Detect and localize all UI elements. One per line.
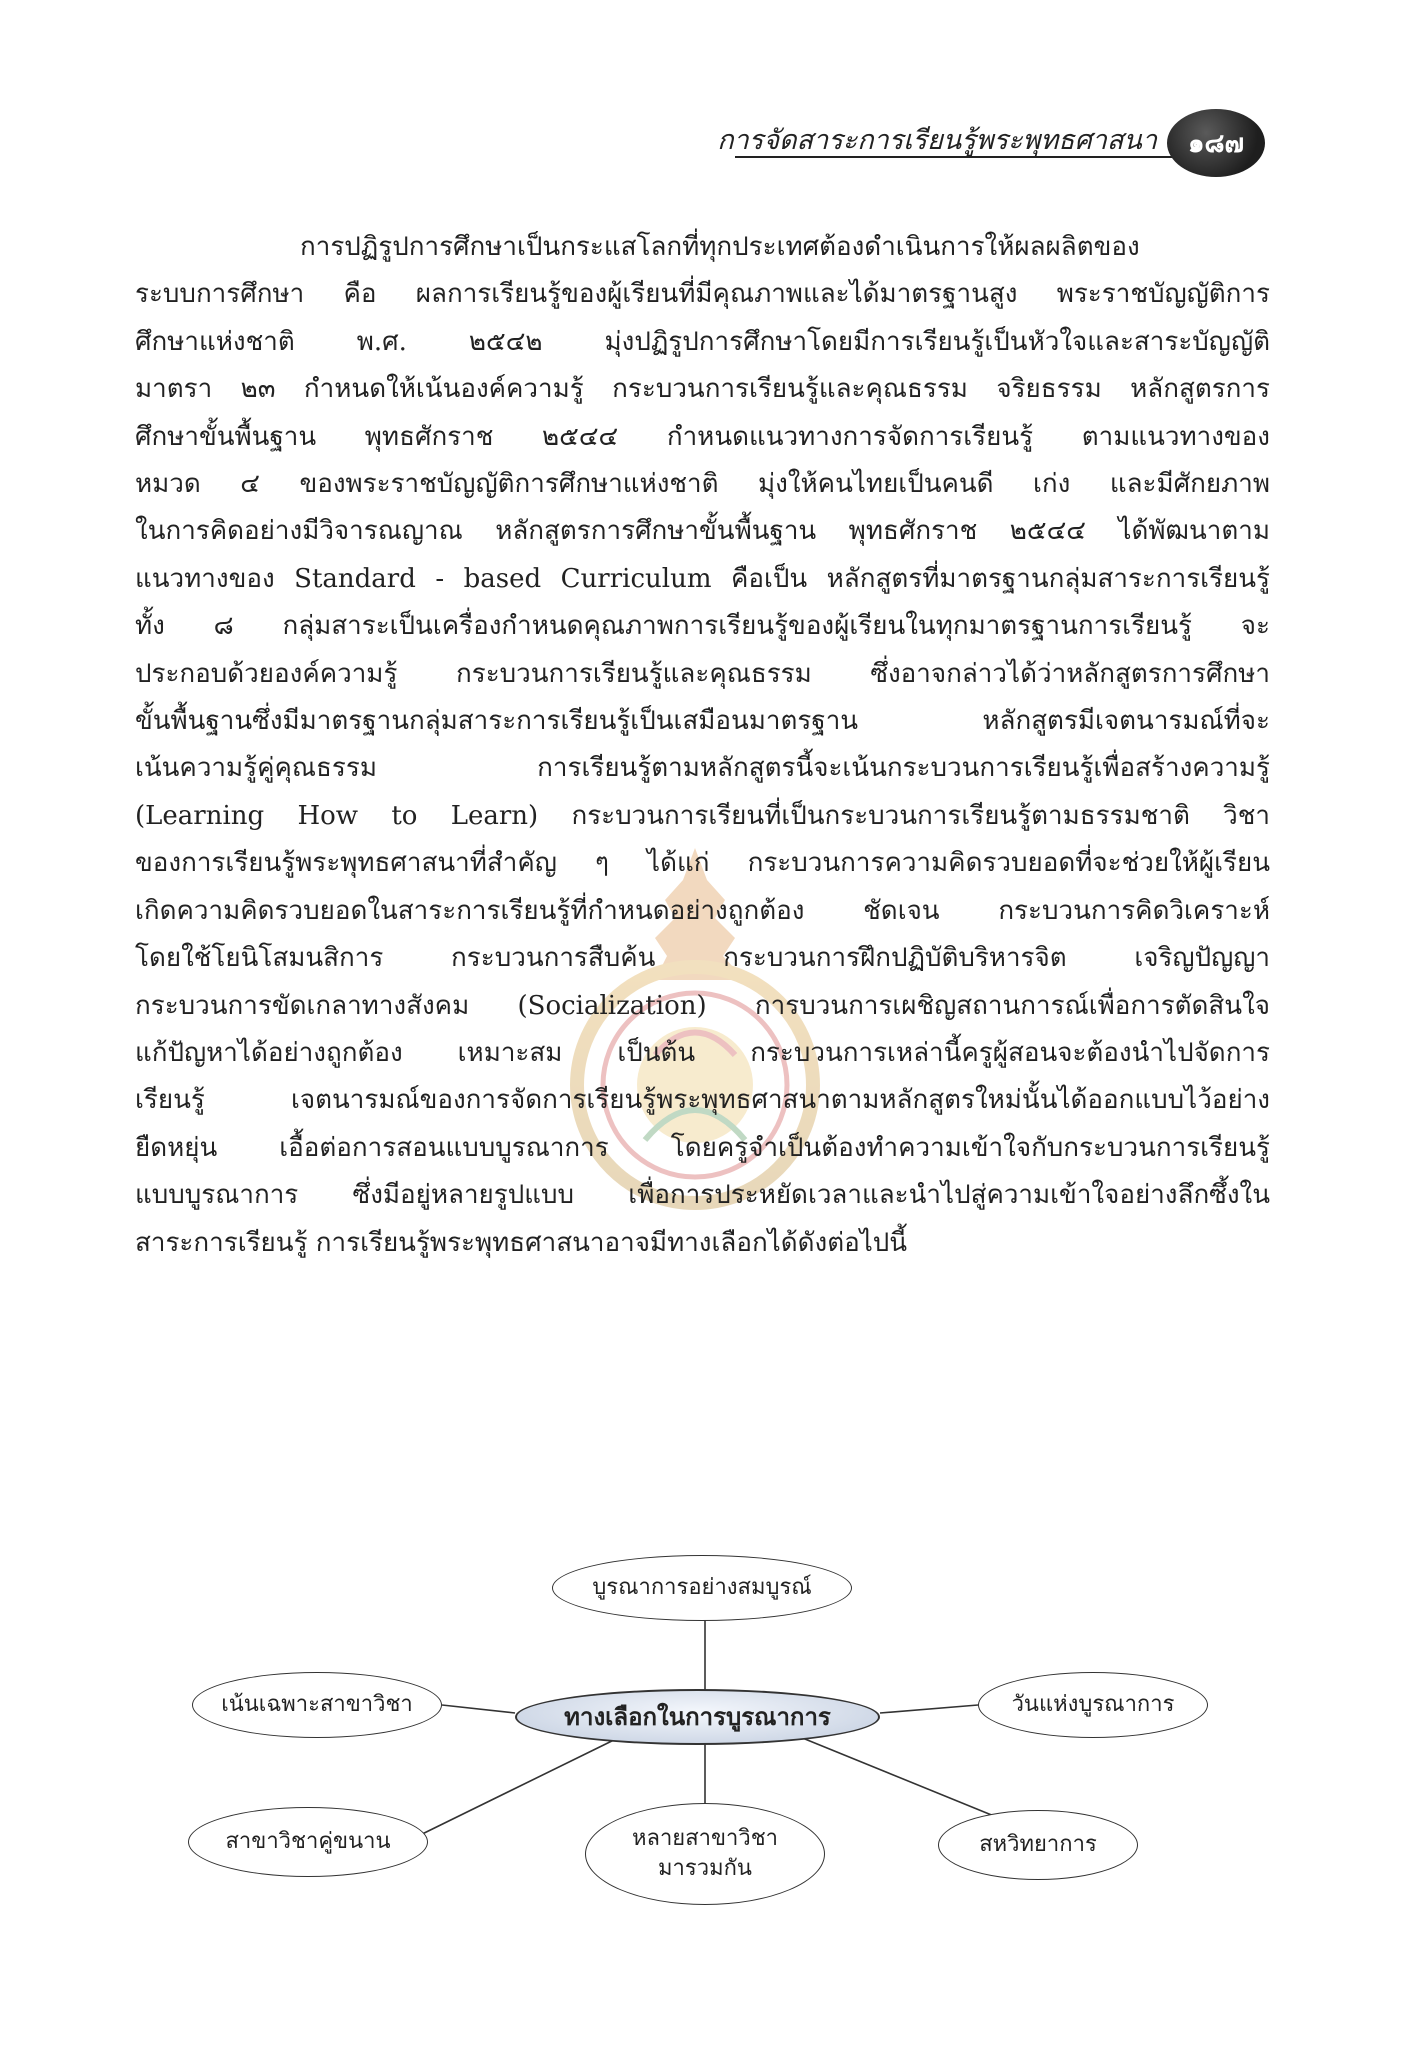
node-label-line: มารวมกัน [658, 1856, 752, 1881]
body-line: กระบวนการขัดเกลาทางสังคม (Socialization) การบวนการเผชิญสถานการณ์เพื่อการตัดสินใจ [135, 990, 1270, 1021]
page-number: ๑๘๗ [1187, 128, 1245, 159]
body-line: ของการเรียนรู้พระพุทธศาสนาที่สำคัญ ๆ ได้แก่ กระบวนการความคิดรวบยอดที่จะช่วยให้ผู้เรียน [135, 848, 1270, 879]
node-label: บูรณาการอย่างสมบูรณ์ [592, 1575, 812, 1601]
node-discipline-focused [192, 1672, 442, 1738]
body-paragraph [135, 224, 1270, 1267]
body-line: แก้ปัญหาได้อย่างถูกต้อง เหมาะสม เป็นต้น กระบวนการเหล่านี้ครูผู้สอนจะต้องนำไปจัดการ [135, 1037, 1270, 1068]
body-line: เรียนรู้ เจตนารมณ์ของการจัดการเรียนรู้พระพุทธศาสนาตามหลักสูตรใหม่นั้นได้ออกแบบไว้อย่าง [135, 1085, 1270, 1116]
body-line: ในการคิดอย่างมีวิจารณญาณ หลักสูตรการศึกษาขั้นพื้นฐาน พุทธศักราช ๒๕๔๔ ได้พัฒนาตาม [135, 516, 1270, 547]
body-line: แบบบูรณาการ ซึ่งมีอยู่หลายรูปแบบ เพื่อการประหยัดเวลาและนำไปสู่ความเข้าใจอย่างลึกซึ้งใน [135, 1180, 1270, 1211]
node-label: สาขาวิชาคู่ขนาน [225, 1829, 391, 1855]
node-center-integration-options [515, 1689, 880, 1745]
body-line: ขั้นพื้นฐานซึ่งมีมาตรฐานกลุ่มสาระการเรียนรู้เป็นเสมือนมาตรฐาน หลักสูตรมีเจตนารมณ์ที่จะ [135, 706, 1270, 737]
node-multidisciplinary [585, 1803, 825, 1905]
node-label: ทางเลือกในการบูรณาการ [564, 1702, 831, 1731]
body-line: เน้นความรู้คู่คุณธรรม การเรียนรู้ตามหลักสูตรนี้จะเน้นกระบวนการเรียนรู้เพื่อสร้างความรู้ [135, 753, 1270, 784]
node-label: วันแห่งบูรณาการ [1011, 1692, 1175, 1718]
body-line: หมวด ๔ ของพระราชบัญญัติการศึกษาแห่งชาติ มุ่งให้คนไทยเป็นคนดี เก่ง และมีศักยภาพ [135, 469, 1270, 500]
node-parallel-disciplines [188, 1807, 428, 1877]
connector-bottom-left [410, 1737, 620, 1840]
node-label [632, 1824, 778, 1883]
header-rule [735, 156, 1205, 158]
node-interdisciplinary [938, 1810, 1138, 1880]
connector-right [880, 1705, 978, 1713]
node-complete-integration [552, 1555, 852, 1621]
body-line: ศึกษาขั้นพื้นฐาน พุทธศักราช ๒๕๔๔ กำหนดแนวทางการจัดการเรียนรู้ ตามแนวทางของ [135, 421, 1270, 452]
page-header [717, 104, 1275, 184]
body-line: ประกอบด้วยองค์ความรู้ กระบวนการเรียนรู้และคุณธรรม ซึ่งอาจกล่าวได้ว่าหลักสูตรการศึกษา [135, 658, 1270, 689]
body-line: ทั้ง ๘ กลุ่มสาระเป็นเครื่องกำหนดคุณภาพการเรียนรู้ของผู้เรียนในทุกมาตรฐานการเรียนรู้ จะ [135, 611, 1270, 642]
body-line: (Learning How to Learn) กระบวนการเรียนที่เป็นกระบวนการเรียนรู้ตามธรรมชาติ วิชา [135, 800, 1270, 831]
body-line: เกิดความคิดรวบยอดในสาระการเรียนรู้ที่กำหนดอย่างถูกต้อง ชัดเจน กระบวนการคิดวิเคราะห์ [135, 895, 1270, 926]
body-line: ยืดหยุ่น เอื้อต่อการสอนแบบบูรณาการ โดยครูจำเป็นต้องทำความเข้าใจกับกระบวนการเรียนรู้ [135, 1132, 1270, 1163]
page-number-badge [1167, 109, 1265, 177]
body-line: ระบบการศึกษา คือ ผลการเรียนรู้ของผู้เรียนที่มีคุณภาพและได้มาตรฐานสูง พระราชบัญญัติการ [135, 279, 1270, 310]
body-line: โดยใช้โยนิโสมนสิการ กระบวนการสืบค้น กระบวนการฝึกปฏิบัติบริหารจิต เจริญปัญญา [135, 943, 1270, 974]
node-label: เน้นเฉพาะสาขาวิชา [221, 1692, 413, 1718]
header-title: การจัดสาระการเรียนรู้พระพุทธศาสนา [717, 125, 1157, 156]
integration-options-diagram [180, 1545, 1230, 1915]
connector-left [442, 1705, 515, 1713]
body-line: สาระการเรียนรู้ การเรียนรู้พระพุทธศาสนาอาจมีทางเลือกได้ดังต่อไปนี้ [135, 1227, 908, 1258]
body-line: แนวทางของ Standard - based Curriculum คือเป็น หลักสูตรที่มาตรฐานกลุ่มสาระการเรียนรู้ [135, 563, 1270, 594]
body-line: การปฏิรูปการศึกษาเป็นกระแสโลกที่ทุกประเทศต้องดำเนินการให้ผลผลิตของ [300, 232, 1140, 262]
node-label-line: หลายสาขาวิชา [631, 1826, 779, 1852]
body-line: ศึกษาแห่งชาติ พ.ศ. ๒๕๔๒ มุ่งปฏิรูปการศึกษาโดยมีการเรียนรู้เป็นหัวใจและสาระบัญญัติ [135, 326, 1270, 357]
node-label: สหวิทยาการ [979, 1832, 1097, 1858]
node-integration-day [978, 1672, 1208, 1738]
body-line: มาตรา ๒๓ กำหนดให้เน้นองค์ความรู้ กระบวนการเรียนรู้และคุณธรรม จริยธรรม หลักสูตรการ [135, 374, 1270, 405]
